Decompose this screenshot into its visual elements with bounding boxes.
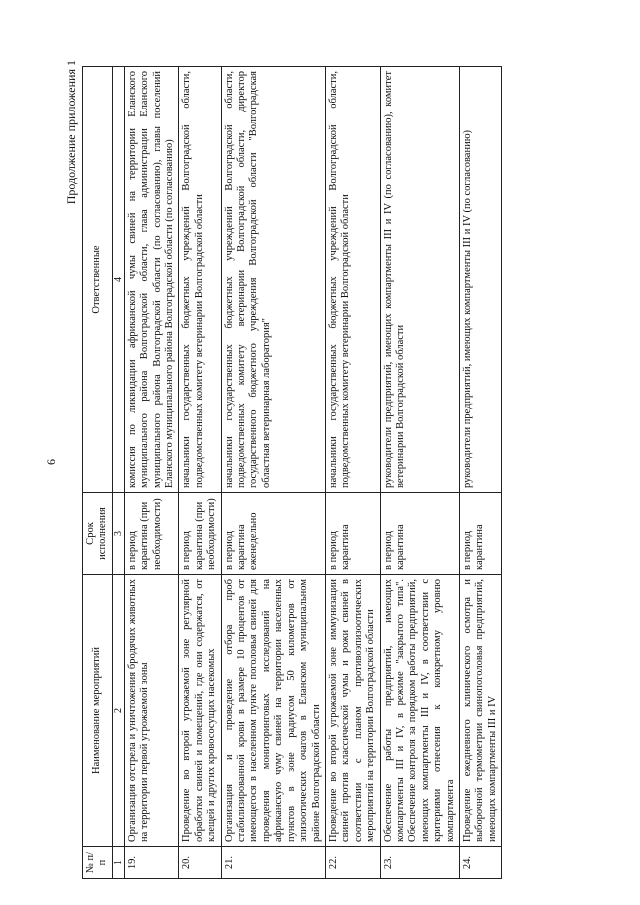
- measure-responsible: руководители предприятий, имеющих компартменты III и IV (по согласованию), комитет ветеринарии Волгоградской области: [380, 67, 459, 493]
- measure-responsible: начальники государственных бюджетных учреждений Волгоградской области, подведомственных комитету ветеринарии Волгоградской области: [179, 67, 221, 493]
- header-name: Наименование мероприятий: [83, 575, 113, 847]
- table-row: [459, 67, 501, 879]
- table-row: [179, 67, 221, 879]
- page-number: 6: [44, 459, 58, 465]
- measure-name: Проведение во второй угрожаемой зоне регулярной обработки свиней и помещений, где они содержатся, от клещей и других кровососущих насекомых: [179, 575, 221, 847]
- column-index-row: [112, 67, 124, 879]
- table-header-row: [83, 67, 113, 879]
- row-number: 23.: [380, 847, 459, 879]
- measure-term: в период карантина: [380, 493, 459, 575]
- measure-name: Организация и проведение отбора проб стабилизированной крови в размере 10 процентов от имеющегося в населенном пункте поголовья свиней для проведения мониторинговых исследований на африканскую чуму свиней на территории населенных пунктов в зоне радиусом 50 километров от эпизоотических очагов в Еланском муниципальном районе Волгоградской области: [221, 575, 325, 847]
- measure-responsible: начальники государственных бюджетных учреждений Волгоградской области, подведомственных комитету ветеринарии Волгоградской области: [325, 67, 380, 493]
- column-index: 1: [112, 847, 124, 879]
- measure-responsible: руководители предприятий, имеющих компартменты III и IV (по согласованию): [459, 67, 501, 493]
- row-number: 20.: [179, 847, 221, 879]
- header-responsible: Ответственные: [83, 67, 113, 493]
- measure-responsible: начальники государственных бюджетных учреждений Волгоградской области, подведомственных комитету ветеринарии Волгоградской области, директор государственного бюджетного учреждения Волгоградской области "Волгоградская областная ветеринарная лаборатория": [221, 67, 325, 493]
- header-num: № п/п: [83, 847, 113, 879]
- row-number: 22.: [325, 847, 380, 879]
- table-row: [325, 67, 380, 879]
- column-index: 3: [112, 493, 124, 575]
- measure-term: в период карантина: [325, 493, 380, 575]
- appendix-label: Продолжение приложения 1: [64, 60, 78, 205]
- table-row: [124, 67, 179, 879]
- column-index: 4: [112, 67, 124, 493]
- measure-term: в период карантина (при необходимости): [179, 493, 221, 575]
- measure-term: в период карантина еженедельно: [221, 493, 325, 575]
- measure-term: в период карантина (при необходимости): [124, 493, 179, 575]
- measure-name: Организация отстрела и уничтожения бродячих животных на территории первой угрожаемой зоны: [124, 575, 179, 847]
- measure-responsible: комиссия по ликвидации африканской чумы свиней на территории Еланского муниципального района Волгоградской области, глава администрации Еланского муниципального района Волгоградской области (по согласованию), главы поселений Еланского муниципального района Волгоградской области (по согласованию): [124, 67, 179, 493]
- row-number: 24.: [459, 847, 501, 879]
- table-row: [221, 67, 325, 879]
- measure-name: Обеспечение работы предприятий, имеющих компартменты III и IV, в режиме "закрытого типа". Обеспечение контроля за порядком работы предприятий, имеющих компартменты III и IV, в соответствии с критериями отнесения к конкретному уровню компартмента: [380, 575, 459, 847]
- table-row: [380, 67, 459, 879]
- measures-table: [82, 66, 502, 879]
- header-term: Срок исполнения: [83, 493, 113, 575]
- row-number: 19.: [124, 847, 179, 879]
- row-number: 21.: [221, 847, 325, 879]
- measure-name: Проведение ежедневного клинического осмотра и выборочной термометрии свинопоголовья предприятий, имеющих компартменты III и IV: [459, 575, 501, 847]
- measure-name: Проведение во второй угрожаемой зоне иммунизации свиней против классической чумы и рожи свиней в соответствии с планом противоэпизоотических мероприятий на территории Волгоградской области: [325, 575, 380, 847]
- measure-term: в период карантина: [459, 493, 501, 575]
- column-index: 2: [112, 575, 124, 847]
